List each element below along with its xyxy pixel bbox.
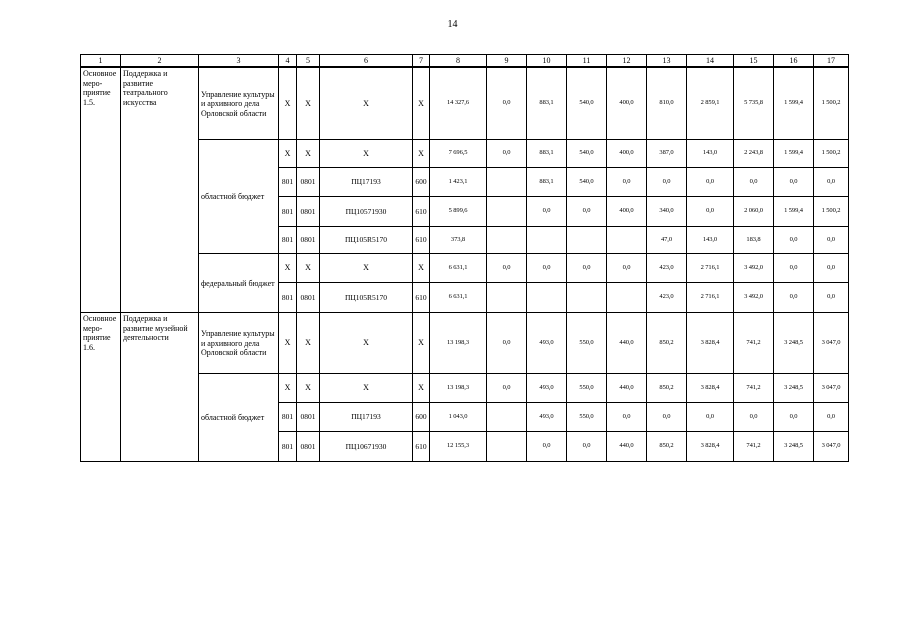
table-cell: 400,0 (607, 140, 647, 168)
table-cell: Х (320, 254, 413, 283)
table-cell: 883,1 (527, 67, 567, 140)
table-cell: 3 492,0 (734, 254, 774, 283)
table-cell: 0,0 (814, 283, 849, 313)
column-header: 10 (527, 55, 567, 68)
funding-source-cell: федеральный бюджет (199, 254, 279, 313)
table-cell: 2 716,1 (687, 254, 734, 283)
table-cell (487, 168, 527, 197)
table-cell: Х (320, 140, 413, 168)
table-cell: ПЦ105R5170 (320, 227, 413, 254)
table-cell: 540,0 (567, 67, 607, 140)
table-cell: 801 (279, 403, 297, 432)
table-cell: 1 500,2 (814, 67, 849, 140)
table-row (81, 67, 849, 140)
table-cell: 550,0 (567, 403, 607, 432)
table-cell: ПЦ17193 (320, 403, 413, 432)
measure-name-cell: Поддержка и развитие музейной деятельности (121, 313, 199, 462)
table-cell: 0,0 (607, 168, 647, 197)
column-header: 11 (567, 55, 607, 68)
table-cell: 1 043,0 (430, 403, 487, 432)
table-cell: Х (279, 374, 297, 403)
table-cell: 741,2 (734, 432, 774, 462)
table-cell: 0,0 (647, 168, 687, 197)
budget-table (80, 54, 849, 462)
column-header: 1 (81, 55, 121, 68)
table-cell: Х (297, 254, 320, 283)
table-cell: 0,0 (814, 168, 849, 197)
column-header: 12 (607, 55, 647, 68)
table-cell: 0801 (297, 227, 320, 254)
executor-cell: Управление культуры и архивного дела Орловской области (199, 313, 279, 374)
table-cell: 5 899,6 (430, 197, 487, 227)
table-cell: 400,0 (607, 197, 647, 227)
table-cell: ПЦ10571930 (320, 197, 413, 227)
table-cell: 183,8 (734, 227, 774, 254)
table-cell: 741,2 (734, 374, 774, 403)
table-cell: 850,2 (647, 432, 687, 462)
table-cell: 801 (279, 432, 297, 462)
table-cell: 0,0 (814, 403, 849, 432)
column-header: 2 (121, 55, 199, 68)
column-header: 3 (199, 55, 279, 68)
column-header: 6 (320, 55, 413, 68)
table-cell: 0,0 (814, 227, 849, 254)
table-cell: 0,0 (487, 374, 527, 403)
column-header: 16 (774, 55, 814, 68)
table-cell: 143,0 (687, 140, 734, 168)
measure-name-cell: Поддержка и развитие театрального искусства (121, 67, 199, 313)
table-body (81, 55, 849, 462)
table-cell: 550,0 (567, 374, 607, 403)
table-cell: 610 (413, 227, 430, 254)
table-cell: 493,0 (527, 374, 567, 403)
table-cell: 0801 (297, 403, 320, 432)
table-cell: 6 631,1 (430, 254, 487, 283)
table-cell (527, 227, 567, 254)
table-cell: 0,0 (487, 254, 527, 283)
table-cell: 0,0 (774, 403, 814, 432)
table-cell: 2 716,1 (687, 283, 734, 313)
table-cell: 0,0 (487, 140, 527, 168)
table-cell: 0,0 (687, 168, 734, 197)
table-cell: 801 (279, 197, 297, 227)
table-cell (567, 283, 607, 313)
table-cell: Х (413, 67, 430, 140)
table-cell: 3 828,4 (687, 374, 734, 403)
table-cell: 3 248,5 (774, 432, 814, 462)
table-cell: 3 492,0 (734, 283, 774, 313)
table-cell: 540,0 (567, 168, 607, 197)
table-cell: 373,8 (430, 227, 487, 254)
table-cell: 3 828,4 (687, 313, 734, 374)
table-cell: 0,0 (687, 403, 734, 432)
table-cell: 12 155,3 (430, 432, 487, 462)
table-cell: 0,0 (774, 283, 814, 313)
table-cell: 2 243,8 (734, 140, 774, 168)
table-cell: 440,0 (607, 432, 647, 462)
table-cell: 3 047,0 (814, 313, 849, 374)
table-cell: Х (279, 254, 297, 283)
table-cell: 0,0 (774, 227, 814, 254)
table-cell: 0801 (297, 197, 320, 227)
table-cell: 1 500,2 (814, 197, 849, 227)
executor-cell: Управление культуры и архивного дела Орловской области (199, 67, 279, 140)
table-cell: 0,0 (607, 403, 647, 432)
table-cell: 1 599,4 (774, 197, 814, 227)
column-header: 4 (279, 55, 297, 68)
column-header: 8 (430, 55, 487, 68)
table-cell: Х (279, 67, 297, 140)
table-cell: 600 (413, 403, 430, 432)
table-cell: 1 599,4 (774, 67, 814, 140)
table-cell: 440,0 (607, 313, 647, 374)
table-cell: 0801 (297, 283, 320, 313)
table-cell: 741,2 (734, 313, 774, 374)
table-cell: 0801 (297, 432, 320, 462)
table-cell: 0,0 (687, 197, 734, 227)
table-cell (487, 197, 527, 227)
table-cell: 850,2 (647, 313, 687, 374)
table-cell (487, 283, 527, 313)
table-cell: 610 (413, 197, 430, 227)
table-cell: 13 198,3 (430, 374, 487, 403)
table-cell: Х (413, 254, 430, 283)
table-cell: 0,0 (734, 403, 774, 432)
table-cell: 1 423,1 (430, 168, 487, 197)
table-cell (527, 283, 567, 313)
table-cell: 493,0 (527, 403, 567, 432)
table-cell: Х (413, 313, 430, 374)
table-cell: 3 047,0 (814, 374, 849, 403)
table-cell: 550,0 (567, 313, 607, 374)
table-cell: 0,0 (567, 254, 607, 283)
funding-source-cell: областной бюджет (199, 374, 279, 462)
table-cell: 1 599,4 (774, 140, 814, 168)
table-cell: 610 (413, 432, 430, 462)
table-cell: ПЦ105R5170 (320, 283, 413, 313)
table-cell: 3 248,5 (774, 313, 814, 374)
table-cell: 0,0 (647, 403, 687, 432)
table-cell: 1 500,2 (814, 140, 849, 168)
table-cell: 0801 (297, 168, 320, 197)
table-cell: 5 735,8 (734, 67, 774, 140)
table-cell: 801 (279, 227, 297, 254)
table-cell: ПЦ17193 (320, 168, 413, 197)
table-cell: 0,0 (527, 254, 567, 283)
table-cell: 493,0 (527, 313, 567, 374)
table-cell: 0,0 (774, 254, 814, 283)
page-number: 14 (447, 19, 458, 30)
table-cell (487, 432, 527, 462)
column-header: 13 (647, 55, 687, 68)
table-cell: 0,0 (607, 254, 647, 283)
table-cell (607, 227, 647, 254)
table-cell: 600 (413, 168, 430, 197)
table-cell: Х (320, 67, 413, 140)
table-cell: 810,0 (647, 67, 687, 140)
table-cell: 6 631,1 (430, 283, 487, 313)
column-header: 7 (413, 55, 430, 68)
table-row (81, 313, 849, 374)
table-cell: 340,0 (647, 197, 687, 227)
table-cell: ПЦ10671930 (320, 432, 413, 462)
table-cell: Х (279, 140, 297, 168)
column-header: 14 (687, 55, 734, 68)
table-cell: 0,0 (487, 67, 527, 140)
table-cell: Х (297, 313, 320, 374)
column-header: 17 (814, 55, 849, 68)
table-cell: 0,0 (527, 432, 567, 462)
table-cell: 0,0 (814, 254, 849, 283)
table-cell: 540,0 (567, 140, 607, 168)
table-cell: 7 696,5 (430, 140, 487, 168)
table-cell: 883,1 (527, 140, 567, 168)
measure-cell: Основное меро-приятие 1.6. (81, 313, 121, 462)
table-cell: 423,0 (647, 283, 687, 313)
table-cell: 0,0 (774, 168, 814, 197)
table-cell: 610 (413, 283, 430, 313)
table-cell: 0,0 (487, 313, 527, 374)
table-cell: 3 047,0 (814, 432, 849, 462)
table-cell: Х (320, 374, 413, 403)
table-cell: Х (413, 140, 430, 168)
funding-source-cell: областной бюджет (199, 140, 279, 254)
header-row (81, 55, 849, 68)
column-header: 5 (297, 55, 320, 68)
table-cell: 0,0 (527, 197, 567, 227)
table-cell: 3 828,4 (687, 432, 734, 462)
table-cell: 883,1 (527, 168, 567, 197)
table-cell: 440,0 (607, 374, 647, 403)
table-cell: 14 327,6 (430, 67, 487, 140)
table-cell: 801 (279, 168, 297, 197)
table-cell: Х (297, 67, 320, 140)
table-cell (487, 227, 527, 254)
table-cell (567, 227, 607, 254)
table-cell: Х (279, 313, 297, 374)
table-cell: Х (297, 374, 320, 403)
table-cell: 2 060,0 (734, 197, 774, 227)
table-cell: 0,0 (567, 432, 607, 462)
table-cell (487, 403, 527, 432)
table-cell: 143,0 (687, 227, 734, 254)
table-cell: 387,0 (647, 140, 687, 168)
table-cell: 47,0 (647, 227, 687, 254)
table-cell: 423,0 (647, 254, 687, 283)
table-cell: Х (413, 374, 430, 403)
table-cell: 3 248,5 (774, 374, 814, 403)
column-header: 9 (487, 55, 527, 68)
table-cell: Х (320, 313, 413, 374)
table-cell: 0,0 (734, 168, 774, 197)
table-cell: 0,0 (567, 197, 607, 227)
table-cell: 801 (279, 283, 297, 313)
column-header: 15 (734, 55, 774, 68)
table-cell: Х (297, 140, 320, 168)
table-cell: 400,0 (607, 67, 647, 140)
table-cell: 2 859,1 (687, 67, 734, 140)
table-cell (607, 283, 647, 313)
table-cell: 850,2 (647, 374, 687, 403)
table-cell: 13 198,3 (430, 313, 487, 374)
measure-cell: Основное меро-приятие 1.5. (81, 67, 121, 313)
